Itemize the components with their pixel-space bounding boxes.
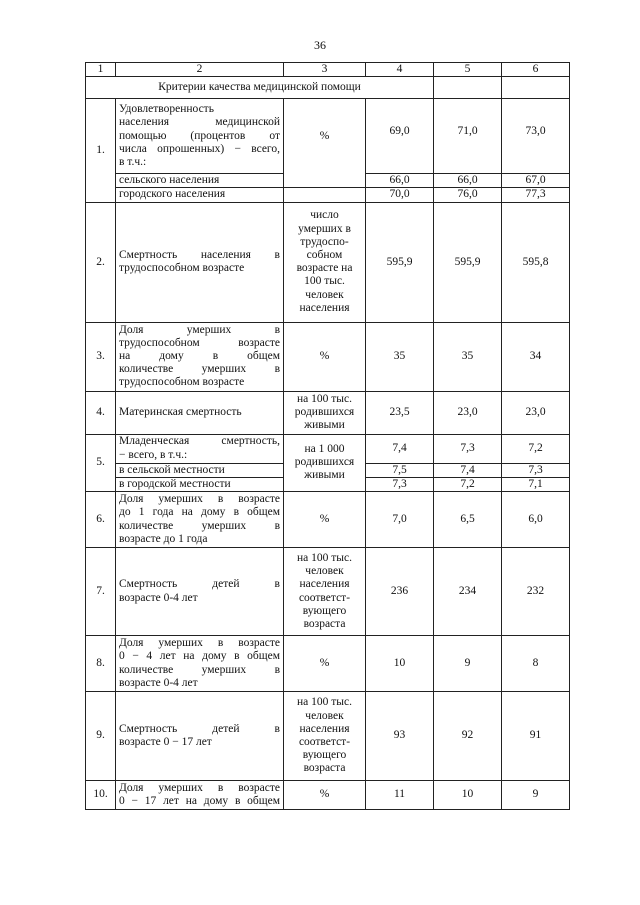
label-line: 0 − 17 лет на дому в общем — [119, 795, 280, 808]
label-line: в т.ч.: — [119, 156, 147, 168]
value-cell: 70,0 — [366, 188, 434, 202]
table-row — [86, 391, 570, 434]
value-cell: 7,2 — [502, 434, 570, 463]
page-number: 36 — [314, 38, 326, 52]
label-line: на дому в общем — [119, 350, 280, 362]
value-cell: 6,5 — [434, 492, 502, 548]
table-row — [86, 434, 570, 463]
label-line: до 1 года на дому в общем — [119, 506, 280, 519]
value-cell: 236 — [366, 548, 434, 636]
row-number: 3. — [86, 322, 116, 391]
unit-line: человек — [305, 565, 344, 578]
label-line: Смертность населения в — [119, 248, 280, 261]
unit-line: на 1 000 — [304, 443, 345, 455]
unit-line: живыми — [304, 419, 345, 432]
indicator-label — [116, 692, 284, 781]
header-cell: 6 — [502, 63, 570, 77]
row-number: 2. — [86, 202, 116, 322]
value-cell: 35 — [434, 322, 502, 391]
header-cell: 1 — [86, 63, 116, 77]
value-cell: 91 — [502, 692, 570, 781]
value-cell: 9 — [502, 781, 570, 810]
value-cell: 232 — [502, 548, 570, 636]
label-line: Доля умерших в возрасте — [119, 781, 280, 794]
table-row — [86, 692, 570, 781]
unit-cell: % — [284, 492, 366, 548]
value-cell: 23,0 — [434, 391, 502, 434]
unit-line: возрасте на — [296, 262, 353, 275]
table-row — [86, 636, 570, 692]
value-cell: 595,9 — [366, 202, 434, 322]
row-number: 7. — [86, 548, 116, 636]
sub-label: в городской местности — [116, 477, 284, 491]
unit-cell — [284, 391, 366, 434]
label-line: трудоспособном возрасте — [119, 376, 245, 389]
unit-cell: % — [284, 99, 366, 188]
table-row — [86, 548, 570, 636]
value-cell: 92 — [434, 692, 502, 781]
unit-cell — [284, 434, 366, 491]
label-line: Удовлетворенность — [119, 103, 214, 116]
value-cell: 7,5 — [366, 463, 434, 477]
empty-cell — [284, 188, 366, 202]
value-cell: 7,4 — [434, 463, 502, 477]
value-cell: 23,0 — [502, 391, 570, 434]
unit-line: на 100 тыс. — [297, 392, 352, 405]
unit-line: вующего — [302, 749, 347, 762]
unit-line: человек — [305, 709, 344, 722]
indicator-label — [116, 548, 284, 636]
row-number: 6. — [86, 492, 116, 548]
unit-line: на 100 тыс. — [297, 696, 352, 709]
value-cell: 77,3 — [502, 188, 570, 202]
row-number: 5. — [86, 434, 116, 491]
label-line: Смертность детей в — [119, 722, 280, 735]
indicator-label — [116, 781, 284, 810]
label-line: Доля умерших в возрасте — [119, 493, 280, 506]
unit-line: живыми — [304, 469, 345, 482]
sub-label: сельского населения — [116, 174, 284, 188]
label-line: трудоспособном возрасте — [119, 262, 245, 275]
value-cell: 34 — [502, 322, 570, 391]
label-line: Смертность детей в — [119, 578, 280, 591]
unit-line: 100 тыс. — [304, 275, 345, 288]
sub-label: в сельской местности — [116, 463, 284, 477]
unit-line: на 100 тыс. — [297, 551, 352, 564]
unit-line: трудоспо- — [300, 235, 349, 248]
label-line: количестве умерших в — [119, 363, 280, 376]
table-row — [86, 322, 570, 391]
label-line: помощью (процентов от — [119, 129, 280, 142]
unit-line: населения — [299, 301, 350, 314]
unit-line: собном — [306, 248, 343, 261]
value-cell: 7,3 — [502, 463, 570, 477]
value-cell: 9 — [434, 636, 502, 692]
label-line: количестве умерших в — [119, 663, 280, 676]
unit-cell: % — [284, 781, 366, 810]
unit-line: число — [310, 209, 339, 222]
label-line: Доля умерших в — [119, 323, 280, 336]
label-line: возрасте 0-4 лет — [119, 676, 198, 689]
unit-line: соответст- — [298, 736, 351, 749]
value-cell: 595,8 — [502, 202, 570, 322]
value-cell: 7,3 — [434, 434, 502, 463]
value-cell: 71,0 — [434, 99, 502, 174]
label-line: Доля умерших в возрасте — [119, 637, 280, 650]
empty-cell — [502, 77, 570, 99]
value-cell: 8 — [502, 636, 570, 692]
row-number: 9. — [86, 692, 116, 781]
value-cell: 23,5 — [366, 391, 434, 434]
value-cell: 7,3 — [366, 477, 434, 491]
label-line: возрасте 0 − 17 лет — [119, 736, 212, 749]
label-line: населения медицинской — [119, 116, 280, 129]
unit-line: родившихся — [294, 406, 355, 418]
unit-line: родившихся — [294, 456, 355, 469]
value-cell: 73,0 — [502, 99, 570, 174]
row-number: 1. — [86, 99, 116, 202]
value-cell: 66,0 — [434, 174, 502, 188]
row-number: 8. — [86, 636, 116, 692]
label-line: Младенческая смертность, — [119, 435, 280, 448]
unit-line: умерших в — [298, 222, 351, 235]
unit-cell — [284, 202, 366, 322]
header-cell: 3 — [284, 63, 366, 77]
unit-line: возраста — [303, 617, 346, 630]
label-line: количестве умерших в — [119, 519, 280, 532]
value-cell: 66,0 — [366, 174, 434, 188]
row-number: 4. — [86, 391, 116, 434]
section-row — [86, 77, 570, 99]
indicator-label — [116, 202, 284, 322]
unit-line: возраста — [303, 762, 346, 775]
sub-label: городского населения — [116, 188, 284, 202]
indicator-label: Материнская смертность — [116, 391, 284, 434]
table-row — [86, 781, 570, 810]
value-cell: 11 — [366, 781, 434, 810]
table-row — [86, 188, 570, 202]
indicator-label — [116, 322, 284, 391]
value-cell: 7,1 — [502, 477, 570, 491]
unit-line: вующего — [302, 604, 347, 617]
value-cell: 69,0 — [366, 99, 434, 174]
value-cell: 10 — [434, 781, 502, 810]
unit-cell — [284, 548, 366, 636]
row-number: 10. — [86, 781, 116, 810]
indicator-label — [116, 492, 284, 548]
indicator-label — [116, 434, 284, 463]
value-cell: 7,2 — [434, 477, 502, 491]
label-line: 0 − 4 лет на дому в общем — [119, 650, 280, 663]
unit-line: человек — [305, 288, 344, 301]
value-cell: 7,4 — [366, 434, 434, 463]
unit-line: населения — [299, 578, 350, 591]
header-row — [86, 63, 570, 77]
indicator-label — [116, 636, 284, 692]
unit-line: населения — [299, 722, 350, 735]
empty-cell — [434, 77, 502, 99]
value-cell: 35 — [366, 322, 434, 391]
unit-line: соответст- — [298, 591, 351, 604]
value-cell: 595,9 — [434, 202, 502, 322]
header-cell: 2 — [116, 63, 284, 77]
value-cell: 10 — [366, 636, 434, 692]
table-row — [86, 492, 570, 548]
value-cell: 67,0 — [502, 174, 570, 188]
header-cell: 5 — [434, 63, 502, 77]
unit-cell: % — [284, 322, 366, 391]
label-line: возрасте до 1 года — [119, 532, 208, 545]
value-cell: 234 — [434, 548, 502, 636]
table-row — [86, 99, 570, 174]
unit-cell — [284, 692, 366, 781]
value-cell: 6,0 — [502, 492, 570, 548]
header-cell: 4 — [366, 63, 434, 77]
indicator-label — [116, 99, 284, 174]
label-line: − всего, в т.ч.: — [119, 448, 188, 461]
unit-cell: % — [284, 636, 366, 692]
value-cell: 93 — [366, 692, 434, 781]
value-cell: 76,0 — [434, 188, 502, 202]
value-cell: 7,0 — [366, 492, 434, 548]
label-line: числа опрошенных) − всего, — [119, 142, 280, 155]
label-line: возрасте 0-4 лет — [119, 591, 198, 604]
label-line: трудоспособном возрасте — [119, 336, 280, 349]
criteria-table — [85, 62, 570, 810]
table-row — [86, 202, 570, 322]
section-title: Критерии качества медицинской помощи — [86, 77, 434, 99]
